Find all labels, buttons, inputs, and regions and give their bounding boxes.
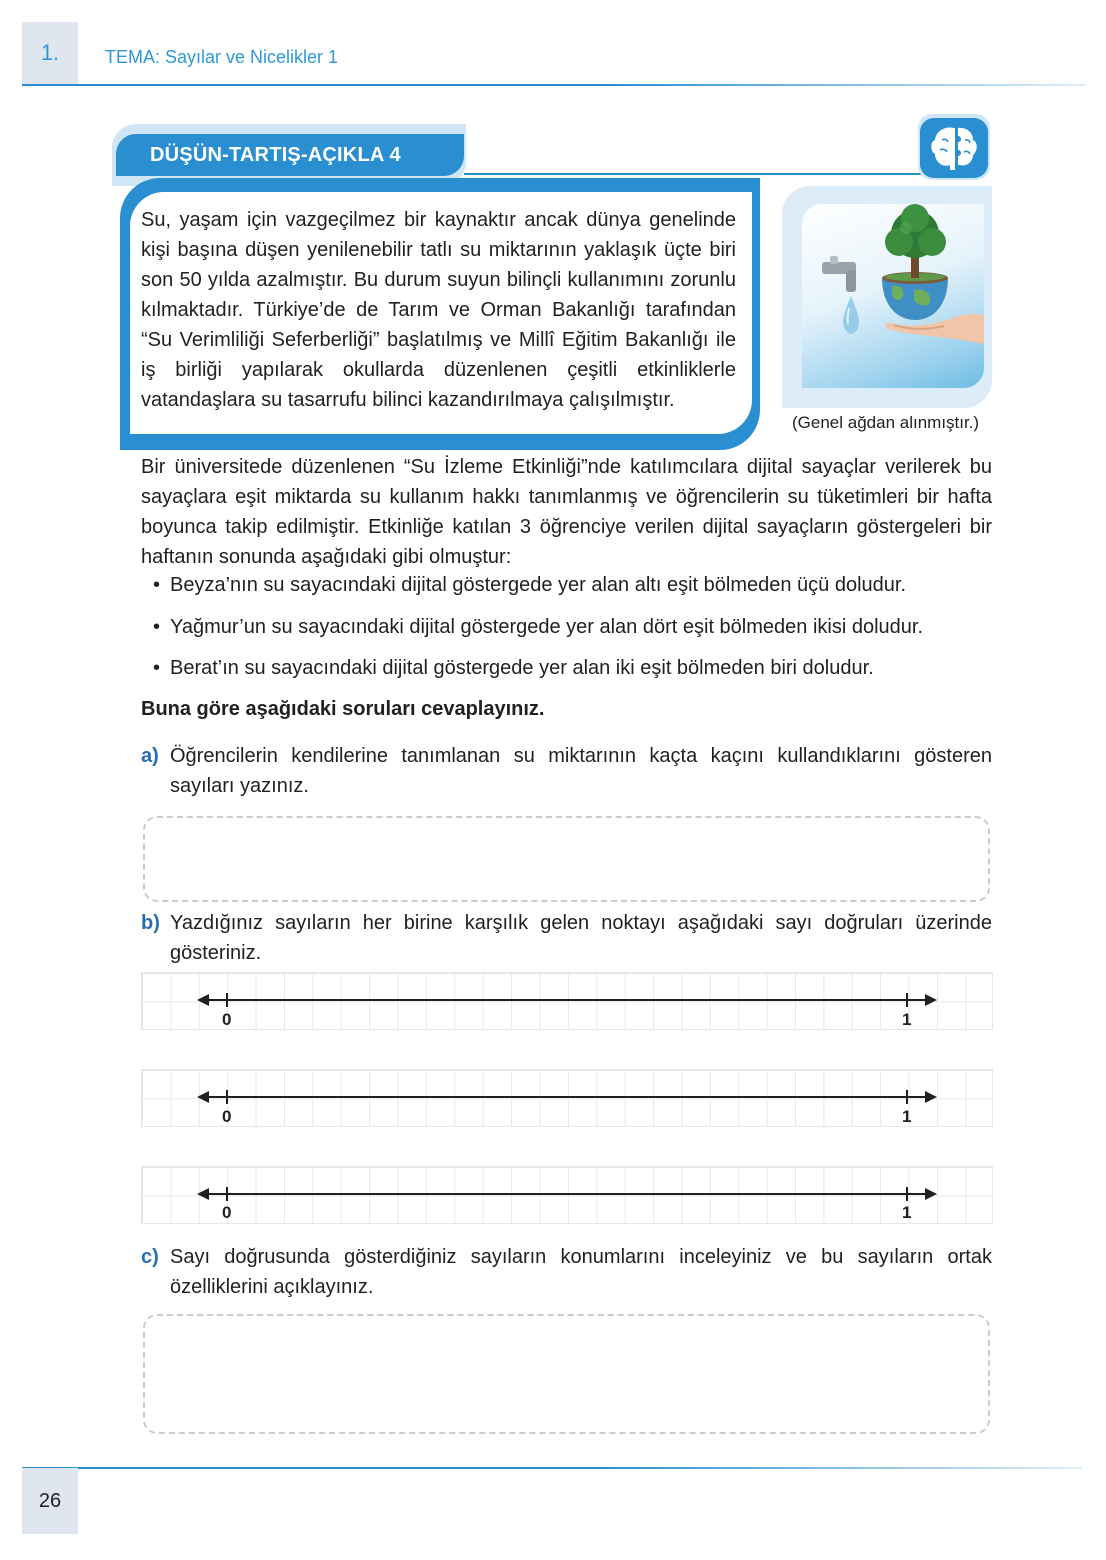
instruction: Buna göre aşağıdaki soruları cevaplayınız.: [141, 698, 545, 720]
number-line-1[interactable]: [141, 972, 993, 1030]
bullet-beyza: Beyza’nın su sayacındaki dijital göstergede yer alan altı eşit bölmeden üçü doludur.: [170, 574, 907, 596]
bullet-dot: •: [153, 574, 161, 596]
header-divider: [22, 84, 1086, 86]
number-line-3-zero: 0: [222, 1203, 232, 1222]
bullet-dot: •: [153, 657, 161, 679]
number-line-3[interactable]: [141, 1166, 993, 1224]
brain-puzzle-icon: [920, 118, 988, 178]
water-earth-tree-photo: [802, 204, 984, 388]
theme-title: TEMA: Sayılar ve Nicelikler 1: [105, 47, 339, 67]
question-c-text: Sayı doğrusunda gösterdiğiniz sayıların konumlarını inceleyiniz ve bu sayıların ortak özelliklerini açıklayınız.: [170, 1246, 992, 1298]
number-line-3-one: 1: [902, 1203, 912, 1222]
image-caption: (Genel ağdan alınmıştır.): [792, 413, 980, 432]
number-line-1-zero: 0: [222, 1010, 232, 1029]
question-c-letter: c): [141, 1246, 159, 1268]
unit-number: 1.: [40, 40, 60, 65]
bullet-dot: •: [153, 616, 161, 638]
number-line-2-one: 1: [902, 1107, 912, 1126]
number-line-1-one: 1: [902, 1010, 912, 1029]
question-b-letter: b): [141, 912, 160, 934]
question-a-letter: a): [141, 745, 159, 767]
footer-divider: [22, 1467, 1082, 1469]
question-a-text: Öğrencilerin kendilerine tanımlanan su miktarının kaçta kaçını kullandıklarını gösteren sayıları yazınız.: [170, 745, 992, 797]
page-number: 26: [38, 1490, 62, 1512]
question-b-text: Yazdığınız sayıların her birine karşılık gelen noktayı aşağıdaki sayı doğruları üzerinde gösteriniz.: [170, 912, 992, 964]
reading-text: Su, yaşam için vazgeçilmez bir kaynaktır ancak dünya genelinde kişi başına düşen yenilenebilir tatlı su miktarının yaklaşık üçte biri son 50 yılda azalmıştır. Bu durum suyun bilinçli kullanımını zorunlu kılmaktadır. Türkiye’de de Tarım ve Orman Bakanlığı tarafından “Su Verimliliği Seferberliği” başlatılmış ve Millî Eğitim Bakanlığı ile iş birliği yapılarak okullarda düzenlenen çeşitli etkinliklerle vatandaşlara su tasarrufu bilinci kazandırılmaya çalışılmıştır.: [141, 209, 736, 411]
number-line-2-zero: 0: [222, 1107, 232, 1126]
answer-box-c[interactable]: [143, 1314, 990, 1434]
bullet-berat: Berat’ın su sayacındaki dijital göstergede yer alan iki eşit bölmeden biri doludur.: [170, 657, 874, 679]
bullet-yagmur: Yağmur’un su sayacındaki dijital göstergede yer alan dört eşit bölmeden ikisi doludur.: [170, 616, 924, 638]
banner-rule: [464, 173, 924, 175]
answer-box-a[interactable]: [143, 816, 990, 902]
activity-title: DÜŞÜN-TARTIŞ-AÇIKLA 4: [150, 144, 401, 166]
number-line-2[interactable]: [141, 1069, 993, 1127]
intro-paragraph: Bir üniversitede düzenlenen “Su İzleme Etkinliği”nde katılımcılara dijital sayaçlar verilerek bu sayaçlara eşit miktarda su kullanım hakkı tanımlanmış ve öğrencilerin su tüketimleri bir hafta boyunca takip edilmiştir. Etkinliğe katılan 3 öğrenciye verilen dijital sayaçların göstergeleri bir haftanın sonunda aşağıdaki gibi olmuştur:: [141, 456, 992, 568]
